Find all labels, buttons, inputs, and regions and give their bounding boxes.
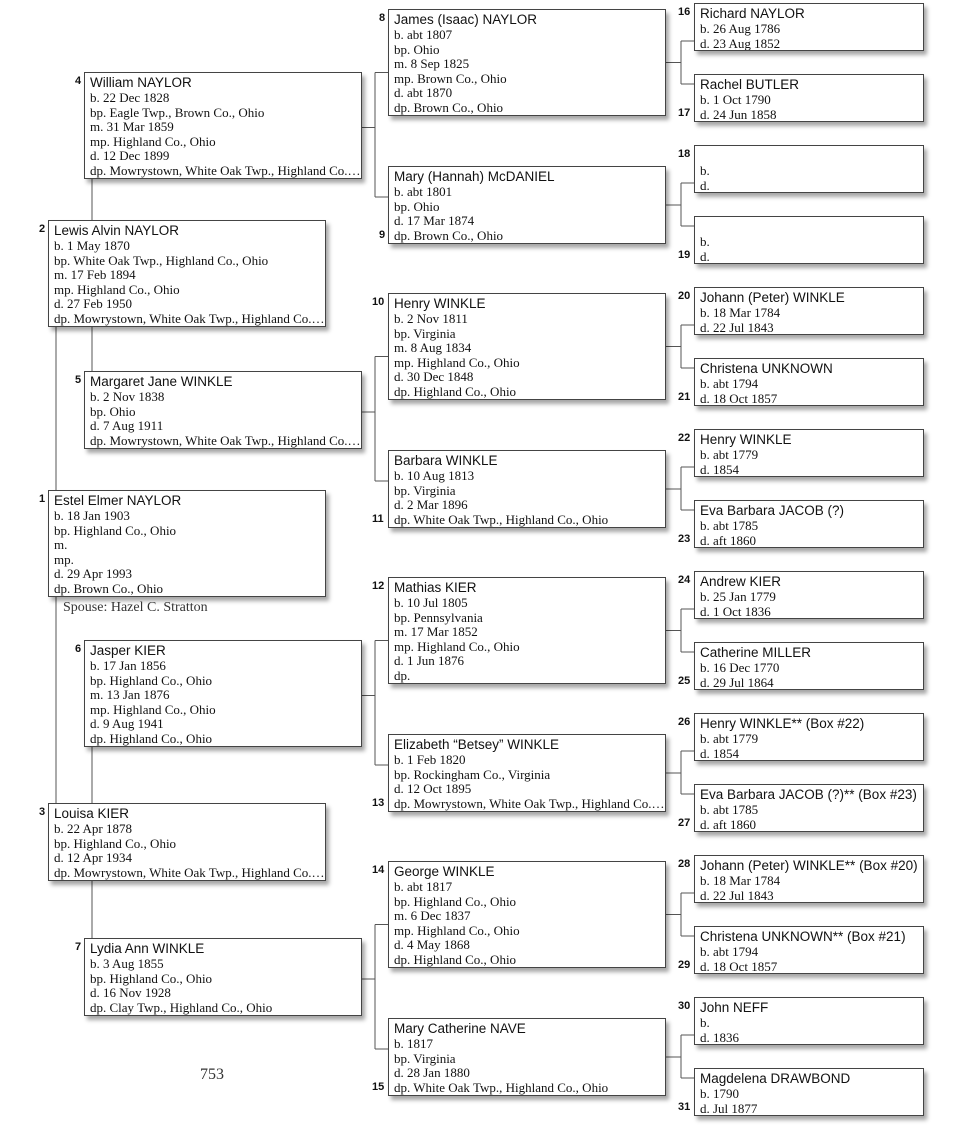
person-box-19 bbox=[694, 216, 924, 264]
person-detail: b. 10 Aug 1813 bbox=[394, 469, 475, 483]
person-detail: bp. Highland Co., Ohio bbox=[90, 673, 213, 688]
person-detail: b. 17 Jan 1856 bbox=[90, 659, 166, 673]
ahnentafel-number: 15 bbox=[372, 1081, 385, 1093]
ahnentafel-number: 8 bbox=[379, 12, 386, 24]
person-detail: d. aft 1860 bbox=[700, 817, 756, 832]
person-detail: d. 4 May 1868 bbox=[394, 938, 470, 953]
person-detail: d. 18 Oct 1857 bbox=[700, 391, 778, 406]
person-name: William NAYLOR bbox=[90, 75, 192, 90]
person-detail: bp. White Oak Twp., Highland Co., Ohio bbox=[54, 253, 269, 268]
person-box-26 bbox=[694, 713, 924, 761]
ahnentafel-number: 31 bbox=[678, 1101, 691, 1113]
ahnentafel-number: 3 bbox=[39, 806, 46, 818]
person-detail: bp. Virginia bbox=[394, 326, 456, 341]
ahnentafel-number: 25 bbox=[678, 675, 691, 687]
ahnentafel-number: 5 bbox=[75, 374, 82, 386]
person-detail: b. abt 1785 bbox=[700, 519, 759, 533]
person-detail: dp. White Oak Twp., Highland Co., Ohio bbox=[394, 512, 609, 527]
ahnentafel-number: 9 bbox=[379, 229, 386, 241]
person-detail: b. abt 1779 bbox=[700, 732, 759, 746]
person-detail: bp. Virginia bbox=[394, 483, 456, 498]
person-name: Barbara WINKLE bbox=[394, 453, 498, 468]
person-detail: dp. Mowrystown, White Oak Twp., Highland Co.… bbox=[90, 433, 361, 448]
person-detail: bp. Eagle Twp., Brown Co., Ohio bbox=[90, 105, 265, 120]
ahnentafel-number: 7 bbox=[75, 941, 82, 953]
person-detail: mp. Highland Co., Ohio bbox=[54, 282, 180, 297]
person-box-17 bbox=[694, 74, 924, 122]
person-detail: m. 8 Sep 1825 bbox=[394, 57, 470, 72]
ahnentafel-number: 28 bbox=[678, 858, 691, 870]
person-box-20 bbox=[694, 287, 924, 335]
person-detail: m. 6 Dec 1837 bbox=[394, 909, 471, 924]
ahnentafel-number: 10 bbox=[372, 296, 385, 308]
ahnentafel-number: 24 bbox=[678, 574, 691, 586]
person-detail: d. bbox=[700, 249, 710, 264]
person-box-14 bbox=[388, 861, 666, 968]
person-box-6 bbox=[84, 640, 362, 747]
person-detail: m. 17 Mar 1852 bbox=[394, 625, 478, 640]
person-name: Henry WINKLE bbox=[394, 296, 486, 311]
person-box-10 bbox=[388, 293, 666, 400]
ahnentafel-number: 27 bbox=[678, 817, 691, 829]
person-detail: mp. Highland Co., Ohio bbox=[90, 702, 216, 717]
ahnentafel-number: 29 bbox=[678, 959, 691, 971]
person-detail: bp. Highland Co., Ohio bbox=[394, 894, 517, 909]
person-detail: d. Jul 1877 bbox=[700, 1101, 758, 1116]
ahnentafel-number: 26 bbox=[678, 716, 691, 728]
person-name: Eva Barbara JACOB (?)** (Box #23) bbox=[700, 787, 917, 802]
person-detail: mp. Brown Co., Ohio bbox=[394, 71, 507, 86]
person-detail: mp. Highland Co., Ohio bbox=[394, 923, 520, 938]
person-detail: bp. Virginia bbox=[394, 1051, 456, 1066]
person-detail: dp. Highland Co., Ohio bbox=[394, 384, 517, 399]
person-name: George WINKLE bbox=[394, 864, 495, 879]
person-box-12 bbox=[388, 577, 666, 684]
person-name: Henry WINKLE** (Box #22) bbox=[700, 716, 865, 731]
person-detail: d. 16 Nov 1928 bbox=[90, 986, 171, 1001]
person-box-23 bbox=[694, 500, 924, 548]
person-detail: d. 24 Jun 1858 bbox=[700, 107, 777, 122]
person-detail: d. 1 Jun 1876 bbox=[394, 654, 465, 669]
person-box-16 bbox=[694, 3, 924, 51]
person-detail: dp. Highland Co., Ohio bbox=[90, 731, 213, 746]
person-box-27 bbox=[694, 784, 924, 832]
person-box-9 bbox=[388, 166, 666, 244]
person-detail: d. 12 Apr 1934 bbox=[54, 851, 132, 866]
person-detail: dp. Highland Co., Ohio bbox=[394, 952, 517, 967]
person-box-28 bbox=[694, 855, 924, 903]
person-detail: mp. Highland Co., Ohio bbox=[90, 134, 216, 149]
ahnentafel-number: 19 bbox=[678, 249, 691, 261]
person-detail: d. 23 Aug 1852 bbox=[700, 36, 781, 51]
person-detail: dp. bbox=[394, 668, 411, 683]
person-detail: bp. Rockingham Co., Virginia bbox=[394, 767, 551, 782]
person-name: Andrew KIER bbox=[700, 574, 782, 589]
person-detail: bp. Highland Co., Ohio bbox=[54, 836, 177, 851]
person-detail: d. 12 Oct 1895 bbox=[394, 782, 472, 797]
person-name: Elizabeth “Betsey” WINKLE bbox=[394, 737, 560, 752]
ahnentafel-number: 16 bbox=[678, 6, 691, 18]
person-detail: bp. Ohio bbox=[394, 42, 440, 57]
person-name: Louisa KIER bbox=[54, 806, 130, 821]
person-box-1 bbox=[48, 490, 326, 597]
person-detail: d. 18 Oct 1857 bbox=[700, 959, 778, 974]
person-name: Johann (Peter) WINKLE** (Box #20) bbox=[700, 858, 918, 873]
person-box-22 bbox=[694, 429, 924, 477]
person-detail: b. 2 Nov 1811 bbox=[394, 312, 468, 326]
person-detail: bp. Ohio bbox=[90, 404, 136, 419]
ahnentafel-number: 11 bbox=[372, 513, 384, 525]
person-detail: d. 7 Aug 1911 bbox=[90, 419, 164, 434]
person-detail: d. 17 Mar 1874 bbox=[394, 214, 475, 229]
person-box-21 bbox=[694, 358, 924, 406]
person-detail: b. 1 Oct 1790 bbox=[700, 93, 771, 107]
person-box-29 bbox=[694, 926, 924, 974]
person-detail: dp. Brown Co., Ohio bbox=[54, 581, 164, 596]
person-detail: mp. bbox=[54, 552, 74, 567]
person-name: Margaret Jane WINKLE bbox=[90, 374, 233, 389]
page-number: 753 bbox=[200, 1066, 224, 1083]
person-detail: b. abt 1794 bbox=[700, 377, 759, 391]
person-box-8 bbox=[388, 9, 666, 116]
ahnentafel-number: 22 bbox=[678, 432, 691, 444]
person-detail: d. bbox=[700, 178, 710, 193]
person-detail: bp. Highland Co., Ohio bbox=[54, 523, 177, 538]
person-detail: d. 29 Apr 1993 bbox=[54, 567, 132, 582]
person-detail: d. 12 Dec 1899 bbox=[90, 149, 170, 164]
person-name: Eva Barbara JACOB (?) bbox=[700, 503, 845, 518]
person-detail: dp. Brown Co., Ohio bbox=[394, 100, 504, 115]
person-detail: d. 22 Jul 1843 bbox=[700, 888, 774, 903]
person-detail: d. abt 1870 bbox=[394, 86, 453, 101]
person-detail: d. 27 Feb 1950 bbox=[54, 297, 132, 312]
person-detail: dp. Brown Co., Ohio bbox=[394, 228, 504, 243]
person-detail: b. 10 Jul 1805 bbox=[394, 596, 468, 610]
person-name: Mary (Hannah) McDANIEL bbox=[394, 169, 555, 184]
person-detail: b. 1817 bbox=[394, 1037, 433, 1051]
person-detail: d. 22 Jul 1843 bbox=[700, 320, 774, 335]
person-detail: b. abt 1794 bbox=[700, 945, 759, 959]
person-detail: d. 9 Aug 1941 bbox=[90, 717, 164, 732]
person-box-5 bbox=[84, 371, 362, 449]
person-detail: b. 1 May 1870 bbox=[54, 239, 130, 253]
person-detail: d. aft 1860 bbox=[700, 533, 756, 548]
person-detail: b. bbox=[700, 235, 710, 249]
person-detail: dp. Clay Twp., Highland Co., Ohio bbox=[90, 1000, 273, 1015]
person-detail: d. 1836 bbox=[700, 1030, 739, 1045]
person-name: Rachel BUTLER bbox=[700, 77, 800, 92]
person-name: Christena UNKNOWN** (Box #21) bbox=[700, 929, 906, 944]
ahnentafel-number: 1 bbox=[39, 493, 46, 505]
person-detail: b. abt 1801 bbox=[394, 185, 453, 199]
person-detail: b. 2 Nov 1838 bbox=[90, 390, 165, 404]
person-name: John NEFF bbox=[700, 1000, 769, 1015]
person-box-11 bbox=[388, 450, 666, 528]
person-detail: b. 25 Jan 1779 bbox=[700, 590, 776, 604]
person-name: Christena UNKNOWN bbox=[700, 361, 833, 376]
person-name: Estel Elmer NAYLOR bbox=[54, 493, 182, 508]
person-name: Catherine MILLER bbox=[700, 645, 812, 660]
person-detail: dp. White Oak Twp., Highland Co., Ohio bbox=[394, 1080, 609, 1095]
person-box-13 bbox=[388, 734, 666, 812]
person-name: Lewis Alvin NAYLOR bbox=[54, 223, 180, 238]
person-box-24 bbox=[694, 571, 924, 619]
person-box-2 bbox=[48, 220, 326, 327]
person-name bbox=[700, 148, 923, 164]
person-box-18 bbox=[694, 145, 924, 193]
person-detail: dp. Mowrystown, White Oak Twp., Highland Co.… bbox=[394, 796, 665, 811]
person-box-25 bbox=[694, 642, 924, 690]
person-detail: d. 2 Mar 1896 bbox=[394, 498, 468, 513]
person-name: Mathias KIER bbox=[394, 580, 477, 595]
person-detail: d. 30 Dec 1848 bbox=[394, 370, 474, 385]
person-detail: b. 22 Dec 1828 bbox=[90, 91, 170, 105]
person-name: James (Isaac) NAYLOR bbox=[394, 12, 538, 27]
person-box-3 bbox=[48, 803, 326, 881]
person-detail: b. 1790 bbox=[700, 1087, 739, 1101]
person-detail: bp. Highland Co., Ohio bbox=[90, 971, 213, 986]
ahnentafel-number: 14 bbox=[372, 864, 385, 876]
ahnentafel-number: 2 bbox=[39, 223, 46, 235]
person-detail: b. 16 Dec 1770 bbox=[700, 661, 780, 675]
ahnentafel-number: 23 bbox=[678, 533, 691, 545]
ahnentafel-number: 30 bbox=[678, 1000, 691, 1012]
person-detail: m. 8 Aug 1834 bbox=[394, 341, 472, 356]
person-detail: b. abt 1779 bbox=[700, 448, 759, 462]
person-box-30 bbox=[694, 997, 924, 1045]
person-box-7 bbox=[84, 938, 362, 1016]
person-detail: b. 18 Jan 1903 bbox=[54, 509, 130, 523]
person-detail: d. 1854 bbox=[700, 746, 739, 761]
person-detail: bp. Pennsylvania bbox=[394, 610, 483, 625]
person-detail: b. bbox=[700, 1016, 710, 1030]
person-detail: b. 26 Aug 1786 bbox=[700, 22, 781, 36]
person-detail: dp. Mowrystown, White Oak Twp., Highland Co.… bbox=[90, 163, 361, 178]
person-detail: m. 31 Mar 1859 bbox=[90, 120, 174, 135]
person-name bbox=[700, 219, 923, 235]
ahnentafel-number: 12 bbox=[372, 580, 385, 592]
spouse-line: Spouse: Hazel C. Stratton bbox=[63, 600, 208, 615]
person-box-31 bbox=[694, 1068, 924, 1116]
person-detail: d. 28 Jan 1880 bbox=[394, 1066, 470, 1081]
person-detail: b. 1 Feb 1820 bbox=[394, 753, 466, 767]
person-detail: mp. Highland Co., Ohio bbox=[394, 355, 520, 370]
person-name: Jasper KIER bbox=[90, 643, 166, 658]
person-detail: b. abt 1817 bbox=[394, 880, 453, 894]
person-detail: b. abt 1785 bbox=[700, 803, 759, 817]
person-detail: b. abt 1807 bbox=[394, 28, 453, 42]
person-detail: b. 18 Mar 1784 bbox=[700, 306, 781, 320]
person-detail: m. 13 Jan 1876 bbox=[90, 688, 170, 703]
ahnentafel-number: 18 bbox=[678, 148, 691, 160]
person-name: Mary Catherine NAVE bbox=[394, 1021, 526, 1036]
person-detail: b. 18 Mar 1784 bbox=[700, 874, 781, 888]
ahnentafel-number: 4 bbox=[75, 75, 82, 87]
person-detail: bp. Ohio bbox=[394, 199, 440, 214]
ahnentafel-number: 13 bbox=[372, 797, 385, 809]
person-detail: d. 1854 bbox=[700, 462, 739, 477]
person-detail: b. bbox=[700, 164, 710, 178]
person-detail: d. 1 Oct 1836 bbox=[700, 604, 771, 619]
person-detail: m. bbox=[54, 538, 68, 553]
ahnentafel-number: 17 bbox=[678, 107, 691, 119]
person-name: Henry WINKLE bbox=[700, 432, 792, 447]
person-box-4 bbox=[84, 72, 362, 179]
person-detail: d. 29 Jul 1864 bbox=[700, 675, 774, 690]
person-detail: b. 3 Aug 1855 bbox=[90, 957, 164, 971]
person-detail: b. 22 Apr 1878 bbox=[54, 822, 132, 836]
person-detail: dp. Mowrystown, White Oak Twp., Highland Co.… bbox=[54, 311, 325, 326]
ahnentafel-number: 21 bbox=[678, 391, 691, 403]
person-name: Johann (Peter) WINKLE bbox=[700, 290, 845, 305]
person-detail: m. 17 Feb 1894 bbox=[54, 268, 136, 283]
person-detail: mp. Highland Co., Ohio bbox=[394, 639, 520, 654]
person-box-15 bbox=[388, 1018, 666, 1096]
person-detail: dp. Mowrystown, White Oak Twp., Highland Co.… bbox=[54, 865, 325, 880]
person-name: Lydia Ann WINKLE bbox=[90, 941, 205, 956]
ahnentafel-number: 20 bbox=[678, 290, 691, 302]
person-name: Richard NAYLOR bbox=[700, 6, 805, 21]
person-name: Magdelena DRAWBOND bbox=[700, 1071, 851, 1086]
ahnentafel-number: 6 bbox=[75, 643, 82, 655]
